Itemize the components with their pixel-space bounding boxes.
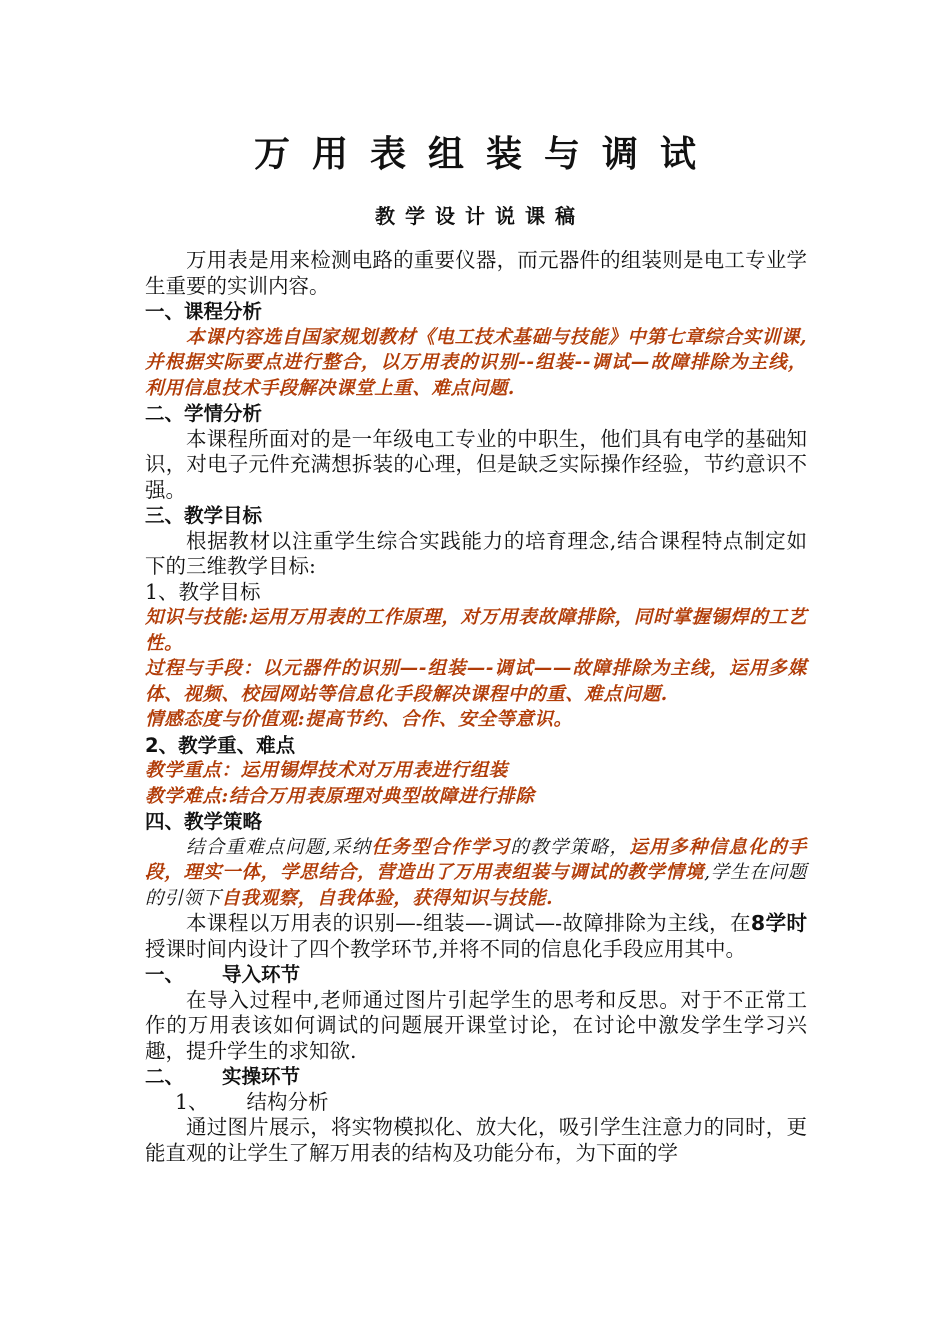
intro-paragraph: 万用表是用来检测电路的重要仪器，而元器件的组装则是电工专业学生重要的实训内容。 xyxy=(145,248,807,298)
page-title: 万用表组装与调试 xyxy=(253,134,718,175)
section-heading-student-analysis: 二、学情分析 xyxy=(145,402,263,425)
part2-sub-title: 结构分析 xyxy=(246,1089,329,1114)
section-heading-course-analysis: 一、课程分析 xyxy=(145,300,263,323)
page-subtitle: 教学设计说课稿 xyxy=(375,204,585,228)
goal-process: 过程与手段：以元器件的识别—-组装—-调试——故障排除为主线，运用多媒体、视频、校园网站等信息化手段解决课程中的重、难点问题. xyxy=(145,658,807,705)
section-heading-strategy: 四、教学策略 xyxy=(145,810,263,833)
key-point: 教学重点：运用锡焊技术对万用表进行组装 xyxy=(145,760,508,781)
part1-title: 导入环节 xyxy=(222,963,301,986)
part2-sub-number: 1、 xyxy=(175,1089,209,1114)
document-body xyxy=(145,248,807,1166)
plan-hours: 8学时 xyxy=(750,911,808,935)
strategy-text-e: ,学生在问题的引领下 xyxy=(145,862,808,909)
structure-analysis-text: 通过图片展示，将实物模拟化、放大化，吸引学生注意力的同时，更能直观的让学生了解万用表的结构及功能分布，为下面的学 xyxy=(145,1115,807,1165)
strategy-text-b: 任务型合作学习 xyxy=(371,836,511,858)
difficult-point: 教学难点:结合万用表原理对典型故障进行排除 xyxy=(145,785,535,807)
plan-paragraph xyxy=(145,911,807,962)
course-analysis-text: 本课内容选自国家规划教材《电工技术基础与技能》中第七章综合实训课,并根据实际要点进行整合，以万用表的识别--组装--调试—故障排除为主线，利用信息技术手段解决课堂上重、难点问题. xyxy=(145,326,807,399)
part-heading-intro xyxy=(145,962,807,988)
structure-analysis-subheading xyxy=(145,1090,807,1116)
strategy-text-a: 结合重难点问题,采纳 xyxy=(186,836,372,858)
teaching-goals-subheading: 1、教学目标 xyxy=(145,579,261,604)
plan-text-a: 本课程以万用表的识别—-组装—-调试—-故障排除为主线，在 xyxy=(186,911,751,935)
part1-text: 在导入过程中,老师通过图片引起学生的思考和反思。对于不正常工作的万用表该如何调试的问题展开课堂讨论，在讨论中激发学生学习兴趣，提升学生的求知欲. xyxy=(145,987,807,1063)
part1-number: 一、 xyxy=(145,963,185,986)
goal-emotion: 情感态度与价值观:提高节约、合作、安全等意识。 xyxy=(145,709,573,730)
part2-title: 实操环节 xyxy=(222,1065,301,1088)
teaching-goals-text: 根据教材以注重学生综合实践能力的培育理念,结合课程特点制定如下的三维教学目标: xyxy=(145,528,807,578)
plan-text-b: 授课时间内设计了四个教学环节,并将不同的信息化手段应用其中。 xyxy=(145,936,747,961)
part2-number: 二、 xyxy=(145,1065,185,1088)
strategy-text-f: 自我观察，自我体验，获得知识与技能. xyxy=(221,887,554,909)
student-analysis-text: 本课程所面对的是一年级电工专业的中职生，他们具有电学的基础知识，对电子元件充满想拆装的心理，但是缺乏实际操作经验，节约意识不强。 xyxy=(145,426,807,502)
key-difficult-subheading: 2、教学重、难点 xyxy=(145,733,296,757)
part-heading-practice xyxy=(145,1064,807,1090)
strategy-text-d: 运用多种信息化的手段，理实一体，学思结合，营造出了万用表组装与调试的教学情境 xyxy=(145,836,807,883)
goal-knowledge: 知识与技能:运用万用表的工作原理，对万用表故障排除，同时掌握锡焊的工艺性。 xyxy=(145,607,807,654)
section-heading-teaching-goals: 三、教学目标 xyxy=(145,504,263,527)
strategy-paragraph xyxy=(145,835,807,912)
strategy-text-c: 的教学策略， xyxy=(510,836,630,858)
